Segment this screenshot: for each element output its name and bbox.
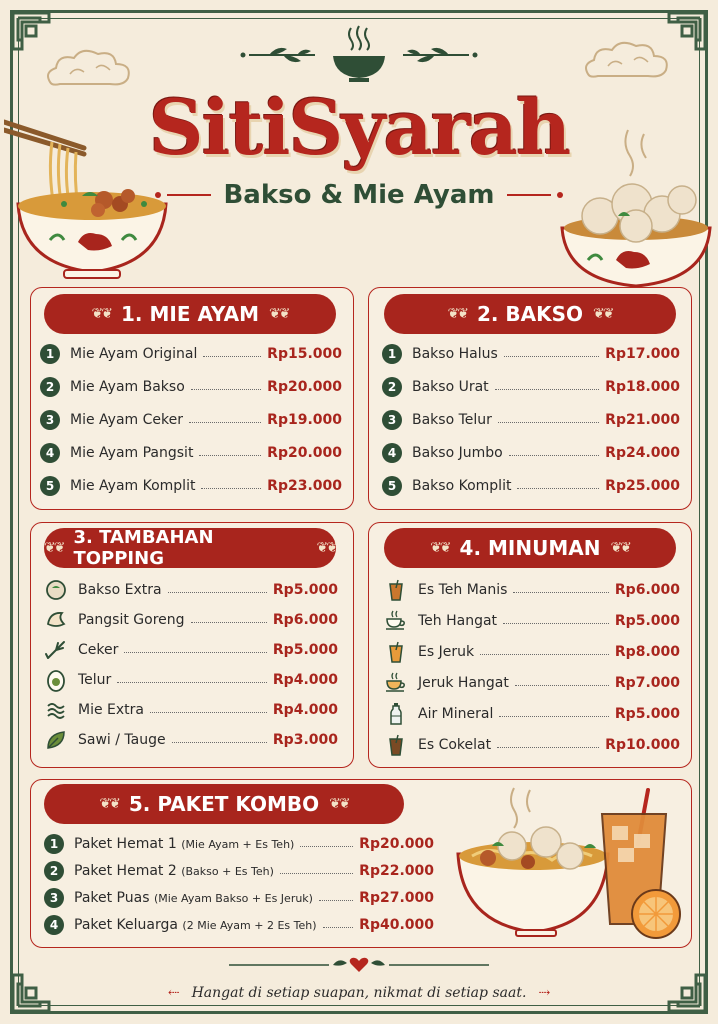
top-ornament [0, 20, 718, 90]
leader-dots [300, 837, 353, 847]
item-name: Es Teh Manis [418, 582, 508, 598]
leader-dots [189, 413, 261, 423]
dumpling-icon [44, 608, 68, 632]
item-name: Mie Ayam Ceker [70, 412, 183, 428]
leaf-ornament-icon: ❦❦ [329, 796, 349, 812]
menu-item[interactable] [40, 377, 342, 397]
item-name: Paket Hemat 2 (Bakso + Es Teh) [74, 863, 274, 879]
section-banner-topping [44, 528, 336, 568]
item-number-badge: 1 [40, 344, 60, 364]
leaf-branch-icon [399, 43, 479, 67]
item-name: Bakso Komplit [412, 478, 512, 494]
menu-item[interactable] [44, 834, 434, 854]
item-price: Rp18.000 [605, 379, 680, 395]
item-name: Teh Hangat [418, 613, 498, 629]
item-name: Ceker [78, 642, 119, 658]
item-number-badge: 2 [382, 377, 402, 397]
chocolate-glass-icon [384, 733, 408, 757]
item-name: Mie Extra [78, 702, 144, 718]
item-name: Mie Ayam Komplit [70, 478, 196, 494]
footer-tagline: Hangat di setiap suapan, nikmat di setiap saat. [191, 985, 527, 1001]
subtitle-divider [507, 192, 563, 198]
leader-dots [495, 380, 600, 390]
leader-dots [480, 645, 609, 655]
item-price: Rp20.000 [267, 379, 342, 395]
item-price: Rp5.000 [614, 613, 680, 629]
menu-item[interactable] [44, 861, 434, 881]
item-price: Rp20.000 [267, 445, 342, 461]
leader-dots [150, 703, 267, 713]
item-price: Rp5.000 [272, 642, 338, 658]
leader-dots [199, 446, 261, 456]
item-name: Bakso Halus [412, 346, 498, 362]
leaf-ornament-icon: ❦❦ [44, 540, 64, 556]
hot-cup-icon [384, 671, 408, 695]
item-price: Rp23.000 [267, 478, 342, 494]
subtitle: Bakso & Mie Ayam [223, 180, 495, 210]
item-number-badge: 5 [382, 476, 402, 496]
leader-dots [497, 738, 599, 748]
item-number-badge: 2 [40, 377, 60, 397]
leader-dots [124, 643, 267, 653]
item-name: Es Cokelat [418, 737, 492, 753]
section-banner-minuman [384, 528, 676, 568]
leaf-branch-icon [239, 43, 319, 67]
section-banner-kombo [44, 784, 404, 824]
item-price: Rp27.000 [359, 890, 434, 906]
item-price: Rp24.000 [605, 445, 680, 461]
item-note: (Mie Ayam + Es Teh) [181, 838, 295, 851]
menu-item[interactable] [44, 698, 338, 722]
leader-dots [498, 413, 599, 423]
item-name: Paket Keluarga (2 Mie Ayam + 2 Es Teh) [74, 917, 317, 933]
menu-item[interactable] [384, 671, 680, 695]
leader-dots [504, 347, 599, 357]
item-number-badge: 2 [44, 861, 64, 881]
egg-icon [44, 668, 68, 692]
item-number-badge: 5 [40, 476, 60, 496]
leader-dots [117, 673, 267, 683]
item-name: Jeruk Hangat [418, 675, 509, 691]
item-name: Bakso Jumbo [412, 445, 503, 461]
item-number-badge: 4 [40, 443, 60, 463]
leaf-icon [44, 728, 68, 752]
noodle-icon [44, 698, 68, 722]
item-price: Rp10.000 [605, 737, 680, 753]
menu-item[interactable] [44, 728, 338, 752]
steaming-bowl-icon [329, 24, 389, 86]
menu-item[interactable] [384, 702, 680, 726]
leader-dots [503, 614, 609, 624]
menu-item[interactable] [44, 608, 338, 632]
item-price: Rp22.000 [359, 863, 434, 879]
item-price: Rp7.000 [614, 675, 680, 691]
item-name: Bakso Extra [78, 582, 162, 598]
section-title: 3. TAMBAHAN TOPPING [73, 527, 214, 569]
leaf-ornament-icon: ❦❦ [593, 306, 613, 322]
leaf-ornament-icon: ❦❦ [447, 306, 467, 322]
item-number-badge: 1 [382, 344, 402, 364]
hot-cup-icon [384, 609, 408, 633]
item-price: Rp25.000 [605, 478, 680, 494]
item-price: Rp5.000 [614, 706, 680, 722]
section-title: 2. BAKSO [476, 302, 584, 326]
section-title: 5. PAKET KOMBO [128, 792, 320, 816]
item-name: Paket Puas (Mie Ayam Bakso + Es Jeruk) [74, 890, 313, 906]
menu-item[interactable] [40, 443, 342, 463]
menu-item[interactable] [382, 476, 680, 496]
item-number-badge: 3 [44, 888, 64, 908]
leader-dots [515, 676, 609, 686]
item-number-badge: 1 [44, 834, 64, 854]
leader-dots [323, 918, 354, 928]
item-note: (2 Mie Ayam + 2 Es Teh) [182, 919, 317, 932]
item-price: Rp40.000 [359, 917, 434, 933]
iced-tea-icon [384, 578, 408, 602]
heart-divider-icon [229, 955, 489, 975]
brand-title: SitiSyarah [148, 83, 570, 172]
item-name: Mie Ayam Bakso [70, 379, 185, 395]
footer-ornament [0, 955, 718, 979]
item-name: Telur [78, 672, 112, 688]
leader-dots [172, 733, 267, 743]
item-name: Pangsit Goreng [78, 612, 185, 628]
menu-item[interactable] [384, 640, 680, 664]
leader-dots [513, 583, 608, 593]
item-price: Rp15.000 [267, 346, 342, 362]
leaf-ornament-icon: ❦❦ [268, 306, 289, 322]
item-number-badge: 3 [40, 410, 60, 430]
item-price: Rp19.000 [267, 412, 342, 428]
item-name: Es Jeruk [418, 644, 475, 660]
leaf-ornament-icon: ❦❦ [316, 540, 336, 556]
leader-dots [191, 380, 261, 390]
item-price: Rp20.000 [359, 836, 434, 852]
leaf-ornament-icon: ❦❦ [610, 540, 630, 556]
arrow-right-icon: ⇢ [538, 985, 551, 1001]
leaf-ornament-icon: ❦❦ [430, 540, 450, 556]
menu-item[interactable] [44, 888, 434, 908]
menu-item[interactable] [44, 668, 338, 692]
section-title: 4. MINUMAN [459, 536, 601, 560]
noodle-bowl-with-chopsticks-icon [4, 112, 174, 296]
menu-item[interactable] [40, 410, 342, 430]
leader-dots [319, 891, 353, 901]
arrow-left-icon: ⇠ [167, 985, 180, 1001]
menu-item[interactable] [382, 344, 680, 364]
menu-item[interactable] [382, 377, 680, 397]
menu-item[interactable] [382, 410, 680, 430]
item-number-badge: 3 [382, 410, 402, 430]
menu-item[interactable] [384, 578, 680, 602]
item-price: Rp8.000 [614, 644, 680, 660]
item-price: Rp4.000 [272, 702, 338, 718]
item-price: Rp17.000 [605, 346, 680, 362]
menu-item[interactable] [44, 638, 338, 662]
leader-dots [499, 707, 609, 717]
item-name: Mie Ayam Original [70, 346, 198, 362]
item-name: Bakso Urat [412, 379, 489, 395]
combo-meal-icon [452, 784, 684, 948]
item-price: Rp5.000 [272, 582, 338, 598]
item-price: Rp3.000 [272, 732, 338, 748]
item-number-badge: 4 [382, 443, 402, 463]
item-name: Sawi / Tauge [78, 732, 166, 748]
leader-dots [280, 864, 353, 874]
item-number-badge: 4 [44, 915, 64, 935]
leader-dots [168, 583, 267, 593]
item-price: Rp6.000 [272, 612, 338, 628]
leader-dots [517, 479, 599, 489]
item-name: Mie Ayam Pangsit [70, 445, 194, 461]
item-price: Rp4.000 [272, 672, 338, 688]
menu-item[interactable] [44, 578, 338, 602]
leader-dots [191, 613, 267, 623]
section-banner-mie-ayam [44, 294, 336, 334]
leader-dots [201, 479, 261, 489]
meatball-icon [44, 578, 68, 602]
item-name: Paket Hemat 1 (Mie Ayam + Es Teh) [74, 836, 295, 852]
menu-item[interactable] [382, 443, 680, 463]
menu-item[interactable] [44, 915, 434, 935]
menu-item[interactable] [40, 344, 342, 364]
item-price: Rp21.000 [605, 412, 680, 428]
menu-item[interactable] [384, 733, 680, 757]
menu-item[interactable] [384, 609, 680, 633]
item-note: (Bakso + Es Teh) [181, 865, 274, 878]
leader-dots [509, 446, 599, 456]
item-price: Rp6.000 [614, 582, 680, 598]
leaf-ornament-icon: ❦❦ [99, 796, 119, 812]
chicken-feet-icon [44, 638, 68, 662]
iced-orange-icon [384, 640, 408, 664]
leader-dots [203, 347, 261, 357]
section-title: 1. MIE AYAM [121, 302, 259, 326]
leaf-ornament-icon: ❦❦ [91, 306, 112, 322]
meatball-bowl-icon [558, 120, 714, 296]
section-banner-bakso [384, 294, 676, 334]
item-name: Bakso Telur [412, 412, 492, 428]
item-name: Air Mineral [418, 706, 494, 722]
item-note: (Mie Ayam Bakso + Es Jeruk) [153, 892, 313, 905]
water-bottle-icon [384, 702, 408, 726]
menu-item[interactable] [40, 476, 342, 496]
